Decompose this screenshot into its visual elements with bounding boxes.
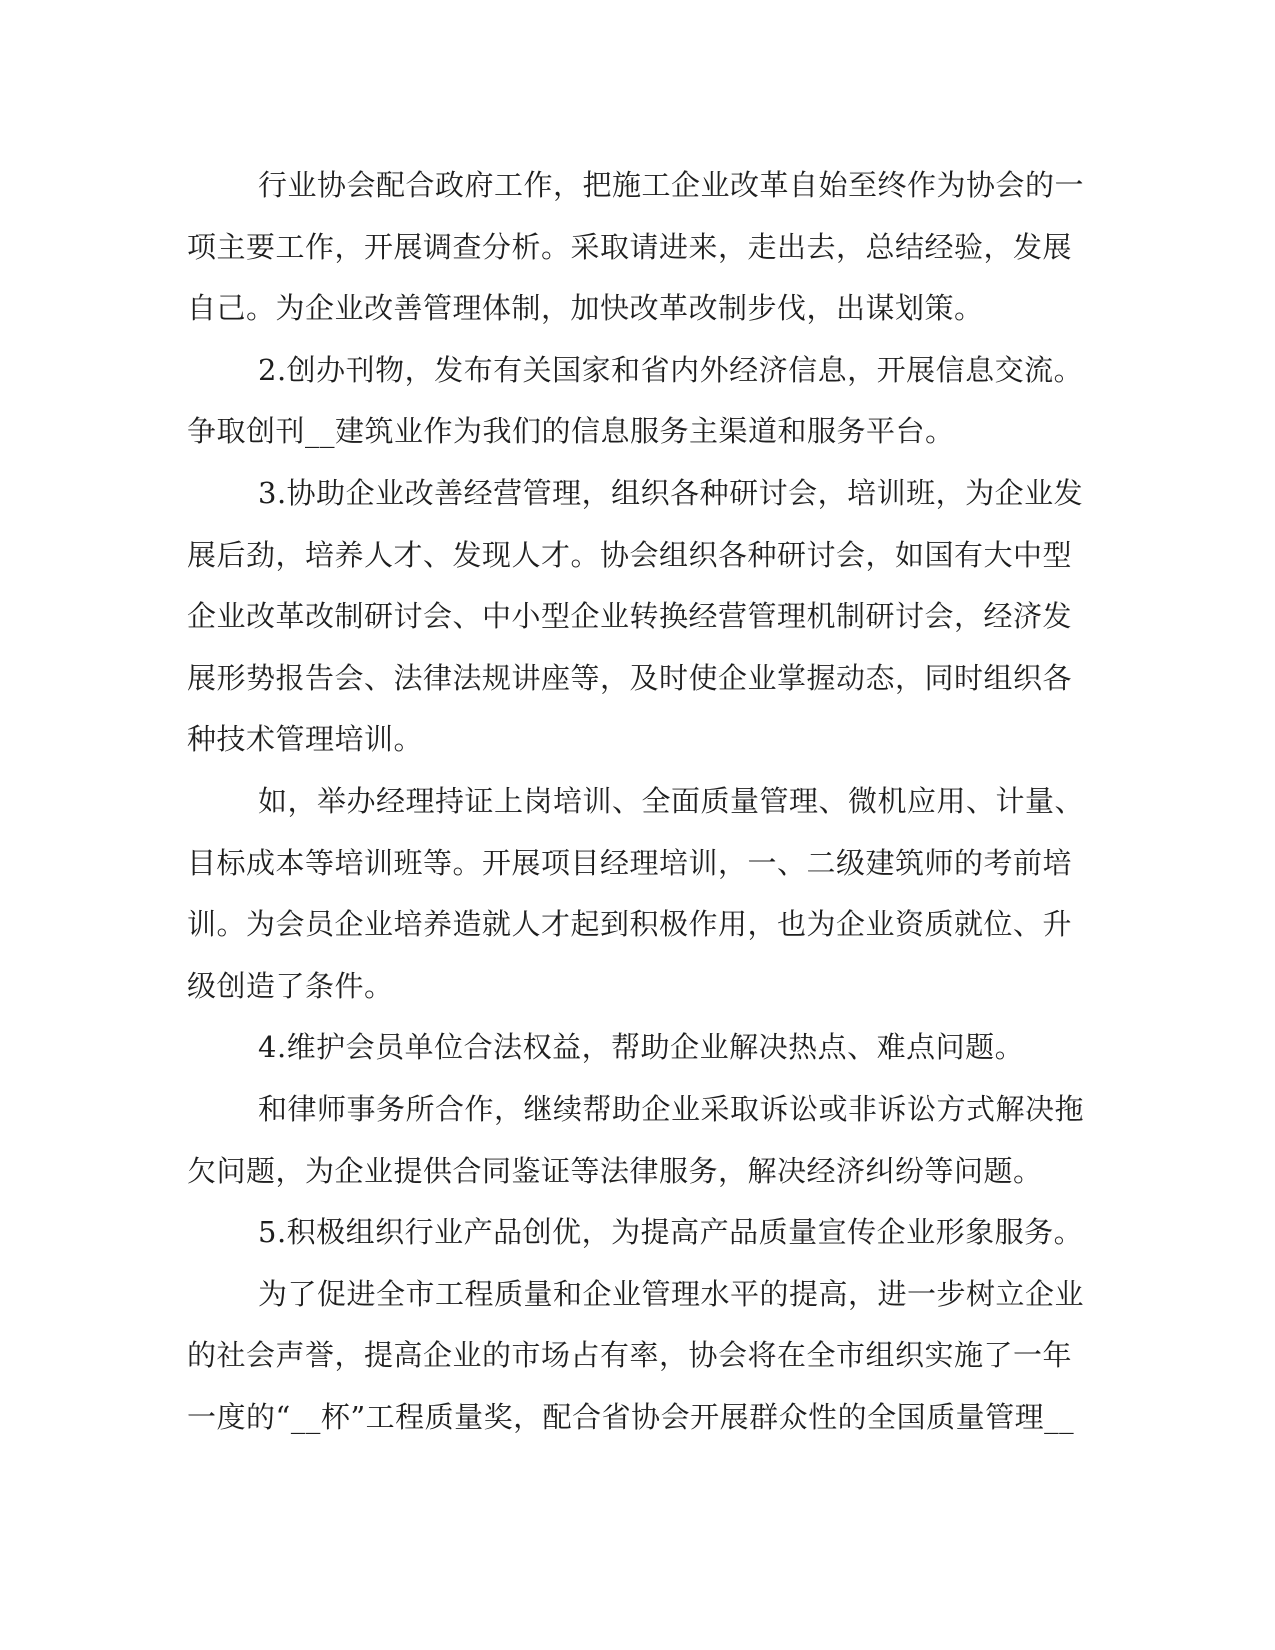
text-line: 行业协会配合政府工作，把施工企业改革自始至终作为协会的一 [258, 168, 1085, 202]
text-line: 一度的“__杯”工程质量奖，配合省协会开展群众性的全国质量管理__ [187, 1399, 1075, 1434]
text-line: 项主要工作，开展调查分析。采取请进来，走出去，总结经验，发展 [187, 229, 1073, 264]
text-line: 4.维护会员单位合法权益，帮助企业解决热点、难点问题。 [258, 1030, 1025, 1065]
text-line: 训。为会员企业培养造就人才起到积极作用，也为企业资质就位、升 [187, 907, 1073, 942]
text-line: 为了促进全市工程质量和企业管理水平的提高，进一步树立企业 [258, 1276, 1085, 1311]
text-line: 展后劲，培养人才、发现人才。协会组织各种研讨会，如国有大中型 [187, 537, 1073, 572]
text-line: 2.创办刊物，发布有关国家和省内外经济信息，开展信息交流。 [258, 352, 1084, 387]
text-line: 级创造了条件。 [187, 968, 394, 1003]
text-line: 5.积极组织行业产品创优，为提高产品质量宣传企业形象服务。 [258, 1215, 1084, 1250]
text-line: 自己。为企业改善管理体制，加快改革改制步伐，出谋划策。 [187, 291, 984, 326]
text-line: 种技术管理培训。 [187, 722, 424, 757]
text-line: 和律师事务所合作，继续帮助企业采取诉讼或非诉讼方式解决拖 [258, 1091, 1085, 1126]
document-body [187, 155, 1085, 1448]
text-line: 的社会声誉，提高企业的市场占有率，协会将在全市组织实施了一年 [187, 1338, 1073, 1373]
text-line: 展形势报告会、法律法规讲座等，及时使企业掌握动态，同时组织各 [187, 660, 1073, 695]
text-line: 如，举办经理持证上岗培训、全面质量管理、微机应用、计量、 [258, 783, 1085, 818]
text-line: 欠问题，为企业提供合同鉴证等法律服务，解决经济纠纷等问题。 [187, 1153, 1043, 1188]
text-line: 企业改革改制研讨会、中小型企业转换经营管理机制研讨会，经济发 [187, 599, 1073, 634]
text-line: 3.协助企业改善经营管理，组织各种研讨会，培训班，为企业发 [258, 475, 1084, 510]
text-line: 争取创刊__建筑业作为我们的信息服务主渠道和服务平台。 [187, 414, 955, 449]
text-line: 目标成本等培训班等。开展项目经理培训，一、二级建筑师的考前培 [187, 845, 1073, 880]
